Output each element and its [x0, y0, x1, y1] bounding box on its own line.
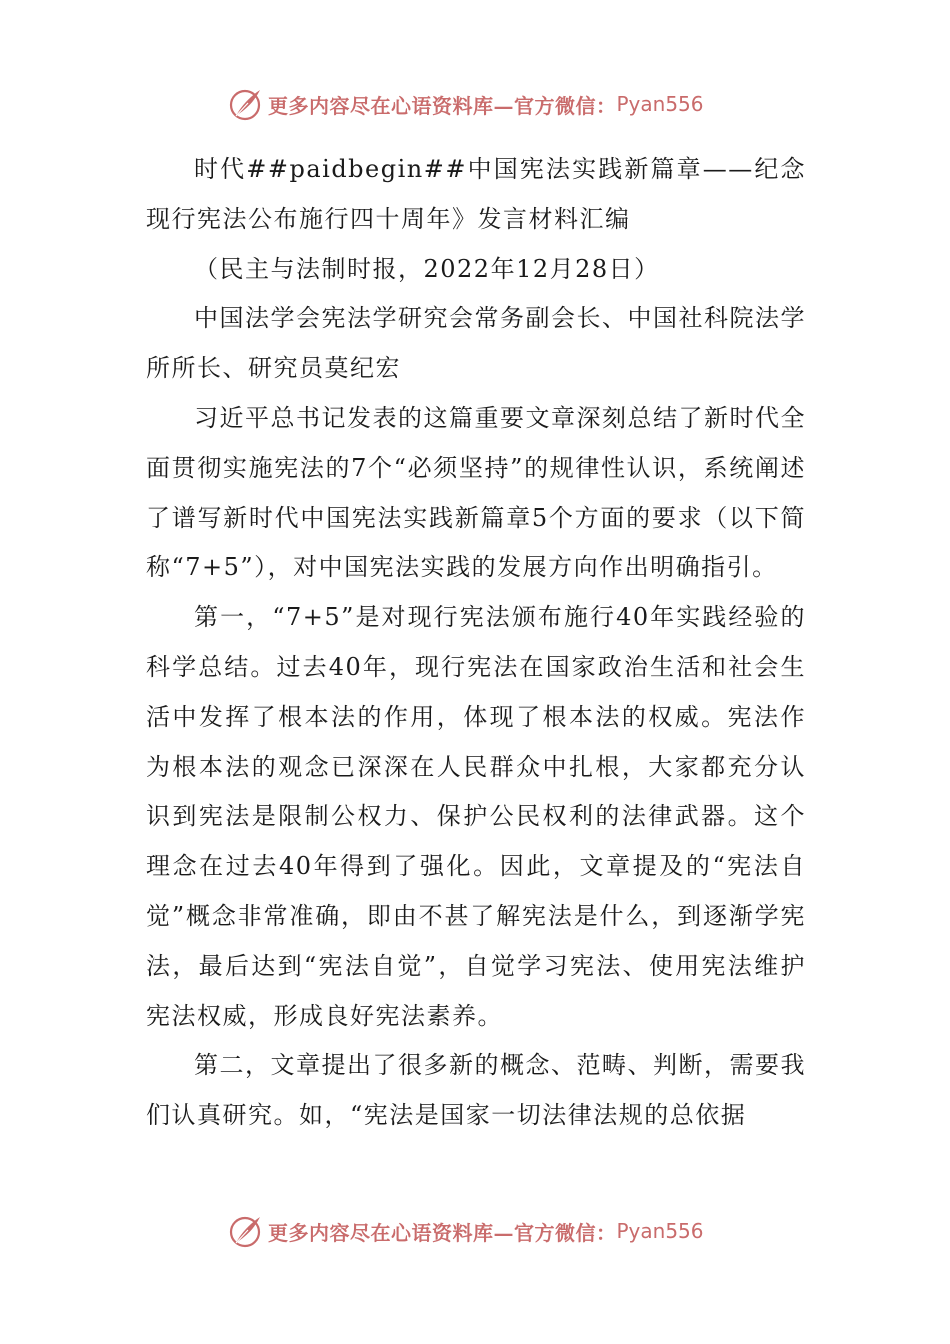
banner-wechat-id: Pyan556	[616, 1219, 704, 1243]
body-paragraph-1: 习近平总书记发表的这篇重要文章深刻总结了新时代全面贯彻实施宪法的7个“必须坚持”的规律性认识，系统阐述了谱写新时代中国宪法实践新篇章5个方面的要求（以下简称“7+5”），对中国宪法实践的发展方向作出明确指引。	[146, 403, 806, 582]
quill-pen-logo-icon	[228, 86, 264, 122]
speaker-line: 中国法学会宪法学研究会常务副会长、中国社科院法学所所长、研究员莫纪宏	[146, 304, 806, 383]
footer-watermark-banner	[228, 1211, 704, 1251]
source-line: （民主与法制时报，2022年12月28日）	[194, 254, 660, 283]
document-body	[146, 145, 806, 1141]
banner-text: 更多内容尽在心语资料库—官方微信：	[268, 93, 617, 118]
body-paragraph-3: 第二，文章提出了很多新的概念、范畴、判断，需要我们认真研究。如，“宪法是国家一切法律法规的总依据	[146, 1051, 806, 1130]
banner-wechat-id: Pyan556	[616, 92, 704, 116]
header-watermark-banner	[228, 84, 704, 124]
body-paragraph-2: 第一，“7+5”是对现行宪法颁布施行40年实践经验的科学总结。过去40年，现行宪法在国家政治生活和社会生活中发挥了根本法的作用，体现了根本法的权威。宪法作为根本法的观念已深深在人民群众中扎根，大家都充分认识到宪法是限制公权力、保护公民权利的法律武器。这个理念在过去40年得到了强化。因此，文章提及的“宪法自觉”概念非常准确，即由不甚了解宪法是什么，到逐渐学宪法，最后达到“宪法自觉”，自觉学习宪法、使用宪法维护宪法权威，形成良好宪法素养。	[146, 603, 806, 1030]
document-title: 时代##paidbegin##中国宪法实践新篇章——纪念现行宪法公布施行四十周年》发言材料汇编	[146, 155, 806, 233]
banner-text: 更多内容尽在心语资料库—官方微信：	[268, 1220, 617, 1245]
quill-pen-logo-icon	[228, 1213, 264, 1249]
